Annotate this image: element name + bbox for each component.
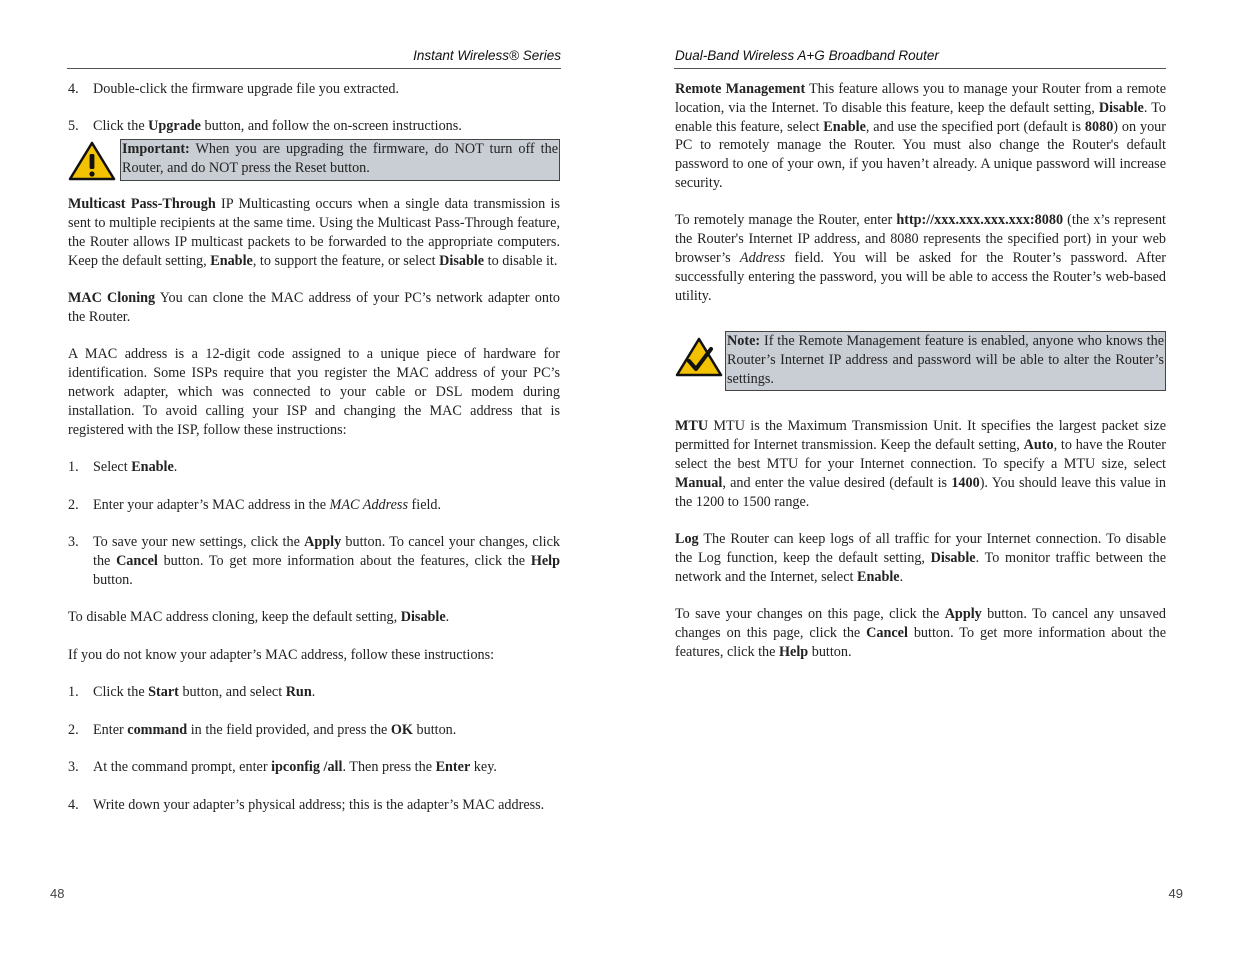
save-changes-paragraph: To save your changes on this page, click the Apply button. To cancel any unsaved changes on this page, click the Cancel button. To get more information about the features, click the Help button. xyxy=(675,606,1166,660)
list-item: 4. Double-click the firmware upgrade file you extracted. xyxy=(68,81,400,97)
note-callout xyxy=(675,331,1166,391)
left-page-number: 48 xyxy=(50,886,65,901)
list-item: 1. Click the Start button, and select Run. xyxy=(68,684,316,701)
list-item: 5. Click the Upgrade button, and follow the on-screen instructions. xyxy=(68,118,462,135)
checkmark-caution-icon xyxy=(675,337,723,377)
list-item: 3. To save your new settings, click the Apply button. To cancel your changes, click the Cancel button. To get more information about the features, click the Help button. xyxy=(68,534,560,588)
important-callout-box: Important: When you are upgrading the firmware, do NOT turn off the Router, and do NOT press the Reset button. xyxy=(120,139,560,181)
left-page xyxy=(0,0,617,954)
left-body xyxy=(68,80,560,833)
left-running-header: Instant Wireless® Series xyxy=(413,48,561,63)
remote-access-paragraph: To remotely manage the Router, enter http://xxx.xxx.xxx.xxx:8080 (the x’s represent the Router's Internet IP address, and 8080 represents the specified port) in your web browser’s Address field. You will be asked for the Router’s password. After successfully entering the password, you will be able to access the Router’s web-based utility. xyxy=(675,212,1166,304)
right-page xyxy=(617,0,1234,954)
mac-info-paragraph: A MAC address is a 12-digit code assigned to a unique piece of hardware for identification. Some ISPs require that you register the MAC address of your PC’s network adapter, which was connected to your cable or DSL modem during installation. To avoid calling your ISP and changing the MAC address that is registered with the ISP, follow these instructions: xyxy=(68,346,560,438)
mtu-paragraph: MTU MTU is the Maximum Transmission Unit. It specifies the largest packet size permitted for Internet transmission. Keep the default setting, Auto, to have the Router select the best MTU for your Internet connection. To specify a MTU size, select Manual, and enter the value desired (default is 1400). You should leave this value in the 1200 to 1500 range. xyxy=(675,418,1166,510)
mac-cloning-paragraph: MAC Cloning You can clone the MAC address of your PC’s network adapter onto the Router. xyxy=(68,290,560,325)
left-header-rule xyxy=(67,68,561,69)
list-item: 2. Enter your adapter’s MAC address in the MAC Address field. xyxy=(68,496,442,513)
multicast-paragraph: Multicast Pass-Through IP Multicasting occurs when a single data transmission is sent to multiple recipients at the same time. Using the Multicast Pass-Through feature, the Router allows IP multicast packets to be forwarded to the appropriate computers. Keep the default setting, Enable, to support the feature, or select Disable to disable it. xyxy=(68,196,560,269)
list-item: 4. Write down your adapter’s physical address; this is the adapter’s MAC address. xyxy=(68,796,545,813)
log-paragraph: Log The Router can keep logs of all traffic for your Internet connection. To disable the Log function, keep the default setting, Disable. To monitor traffic between the network and the Internet, select Enable. xyxy=(675,531,1166,585)
right-running-header: Dual-Band Wireless A+G Broadband Router xyxy=(675,48,939,63)
remote-management-paragraph: Remote Management This feature allows you to manage your Router from a remote location, via the Internet. To disable this feature, keep the default setting, Disable. To enable this feature, select Enable, and use the specified port (default is 8080) on your PC to remotely manage the Router. You must also change the Router's default password to one of your own, if you haven’t already. A unique password will increase security. xyxy=(675,81,1166,191)
list-item: 2. Enter command in the field provided, and press the OK button. xyxy=(68,721,457,738)
list-item: 1. Select Enable. xyxy=(68,459,178,476)
right-header-rule xyxy=(674,68,1166,69)
right-body xyxy=(675,80,1166,680)
unknown-mac-paragraph: If you do not know your adapter’s MAC address, follow these instructions: xyxy=(68,646,495,663)
right-page-number: 49 xyxy=(1168,886,1183,901)
warning-exclamation-icon xyxy=(68,141,116,181)
disable-cloning-paragraph: To disable MAC address cloning, keep the default setting, Disable. xyxy=(68,609,450,626)
list-item: 3. At the command prompt, enter ipconfig /all. Then press the Enter key. xyxy=(68,759,497,776)
important-callout xyxy=(68,139,560,181)
note-callout-box: Note: If the Remote Management feature is enabled, anyone who knows the Router’s Internet IP address and password will be able to alter the Router’s settings. xyxy=(725,331,1166,391)
